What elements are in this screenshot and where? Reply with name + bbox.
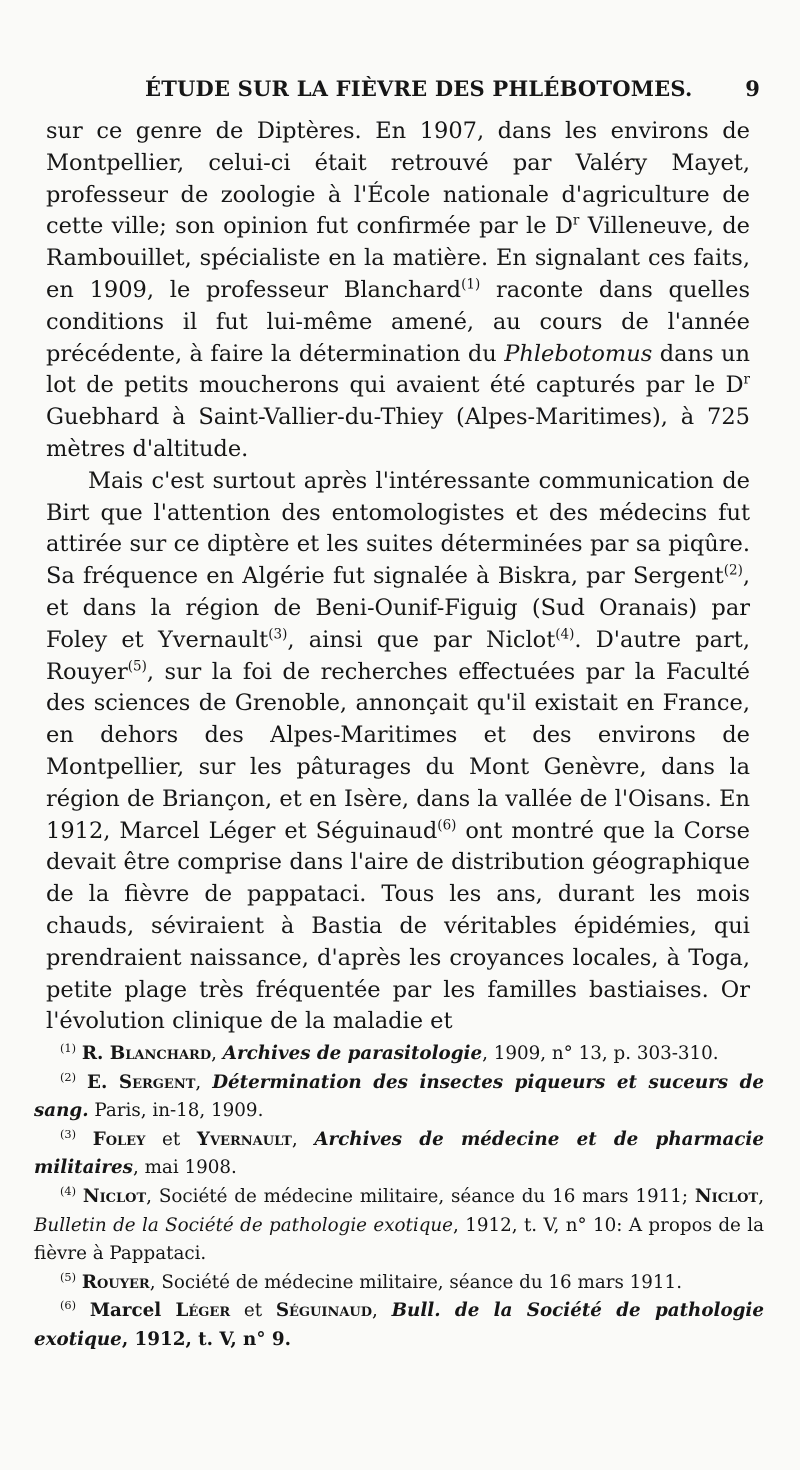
text-run: R. <box>81 1043 110 1064</box>
text-run: , <box>372 1300 392 1322</box>
author-name: Sergent <box>118 1071 196 1093</box>
author-name: Séguinaud <box>275 1300 373 1322</box>
footnote-number: (4) <box>60 1183 77 1198</box>
text-run: , ainsi que par Niclot <box>287 626 556 653</box>
footnote-number: (2) <box>60 1069 77 1084</box>
text-run: Guebhard à Saint-Vallier-du-Thiey (Alpes-Maritimes), à 725 mètres d'altitude. <box>46 404 750 462</box>
author-name: Niclot <box>82 1185 147 1207</box>
text-run: , <box>211 1043 223 1064</box>
author-name: Rouyer <box>81 1271 150 1293</box>
text-run: , 1909, n° 13, p. 303-310. <box>482 1043 719 1064</box>
text-run: Villeneuve, de Rambouillet, spécialiste en la matière. En signalant ces faits, en 1909, le professeur Blanchard <box>46 213 750 303</box>
paragraph-1 <box>46 116 750 466</box>
text-run: et <box>145 1128 197 1150</box>
footnote-number: (6) <box>60 1298 77 1313</box>
footnotes <box>34 1040 764 1355</box>
text-run: , sur la foi de recherches effectuées par la Faculté des sciences de Grenoble, annonçait qu'il existait en France, en dehors des Alpes-Maritimes et des environs de Montpellier, sur les pâturages du Mont Genèvre, dans la région de Briançon, et en Isère, dans la vallée de l'Oisans. En 1912, Marcel Léger et Séguinaud <box>46 658 750 844</box>
text-run: , Société de médecine militaire, séance du 16 mars 1911. <box>149 1271 682 1293</box>
footnote-number: (5) <box>60 1269 77 1284</box>
text-run: Marcel <box>89 1300 176 1322</box>
footnote-4 <box>34 1183 764 1269</box>
footnote-2 <box>34 1069 764 1126</box>
body-text <box>46 116 750 1038</box>
footnote-number: (1) <box>60 1040 77 1055</box>
text-run: , <box>291 1128 315 1150</box>
footnote-5 <box>34 1269 764 1298</box>
author-name: Niclot <box>694 1185 759 1207</box>
footnote-ref-6: (6) <box>437 817 457 834</box>
text-run: Paris, in-18, 1909. <box>88 1100 264 1122</box>
text-run: , 1912, t. V, n° 10: A propos de la fièvre à Pappataci. <box>34 1214 765 1265</box>
paragraph-2 <box>46 466 750 1038</box>
text-run: E. <box>87 1071 119 1093</box>
text-run: et <box>230 1300 276 1322</box>
publication-title: Archives de médecine et de pharmacie militaires <box>34 1128 764 1179</box>
footnote-number: (3) <box>60 1126 77 1141</box>
text-run: . D'autre part, Rouyer <box>46 626 750 685</box>
author-name: Yvernault <box>196 1128 292 1150</box>
text-run: raconte dans quelles conditions il fut lui-même amené, au cours de l'année précédente, à faire la détermination du <box>46 276 750 367</box>
author-name: Blanchard <box>109 1043 212 1064</box>
footnote-1 <box>34 1040 764 1069</box>
text-run: ont montré que la Corse devait être comprise dans l'aire de distribution géographique de la fièvre de pappataci. Tous les ans, durant les mois chauds, séviraient à Bastia de véritables épidémies, qui prendraient naissance, d'après les croyances locales, à Toga, petite plage très fréquentée par les familles bastiaises. Or l'évolution clinique de la maladie et <box>46 817 750 1035</box>
text-run: , <box>195 1071 213 1093</box>
publication-title: Bulletin de la Société de pathologie exotique <box>34 1214 454 1236</box>
footnote-6 <box>34 1297 764 1354</box>
publication-title: Bull. de la Société de pathologie exotique <box>34 1300 765 1350</box>
text-run: , 1912, t. V, n° 9. <box>121 1328 291 1350</box>
text-run: , et dans la région de Beni-Ounif-Figuig (Sud Oranais) par Foley et Yvernault <box>46 563 750 653</box>
footnote-ref-2: (2) <box>723 562 743 579</box>
footnote-ref-3: (3) <box>268 626 288 643</box>
publication-title: Détermination des insectes piqueurs et suceurs de sang. <box>34 1071 764 1122</box>
author-name: Foley <box>92 1128 146 1150</box>
superscript: r <box>572 212 580 229</box>
page-number: 9 <box>745 76 760 101</box>
footnote-3 <box>34 1126 764 1183</box>
running-header <box>60 70 760 106</box>
author-name: Léger <box>175 1300 231 1322</box>
genus-name: Phlebotomus <box>504 340 653 367</box>
text-run: , mai 1908. <box>132 1157 237 1179</box>
footnote-ref-4: (4) <box>555 626 575 643</box>
text-run: , <box>758 1185 764 1207</box>
text-run: dans un lot de petits moucherons qui avaient été capturés par le D <box>46 340 750 399</box>
text-run: , Société de médecine militaire, séance du 16 mars 1911; <box>146 1185 695 1207</box>
superscript: r <box>743 371 750 388</box>
publication-title: Archives de parasitologie <box>222 1043 483 1064</box>
footnote-ref-5: (5) <box>127 658 147 675</box>
running-title: ÉTUDE SUR LA FIÈVRE DES PHLÉBOTOMES. <box>145 76 693 101</box>
footnote-ref-1: (1) <box>461 276 481 293</box>
text-run: sur ce genre de Diptères. En 1907, dans les environs de Montpellier, celui-ci était retrouvé par Valéry Mayet, professeur de zoologie à l'École nationale d'agriculture de cette ville; son opinion fut confirmée par le D <box>46 118 750 240</box>
text-run: Mais c'est surtout après l'intéressante communication de Birt que l'attention des entomologistes et des médecins fut attirée sur ce diptère et les suites déterminées par sa piqûre. Sa fréquence en Algérie fut signalée à Biskra, par Sergent <box>46 467 750 590</box>
